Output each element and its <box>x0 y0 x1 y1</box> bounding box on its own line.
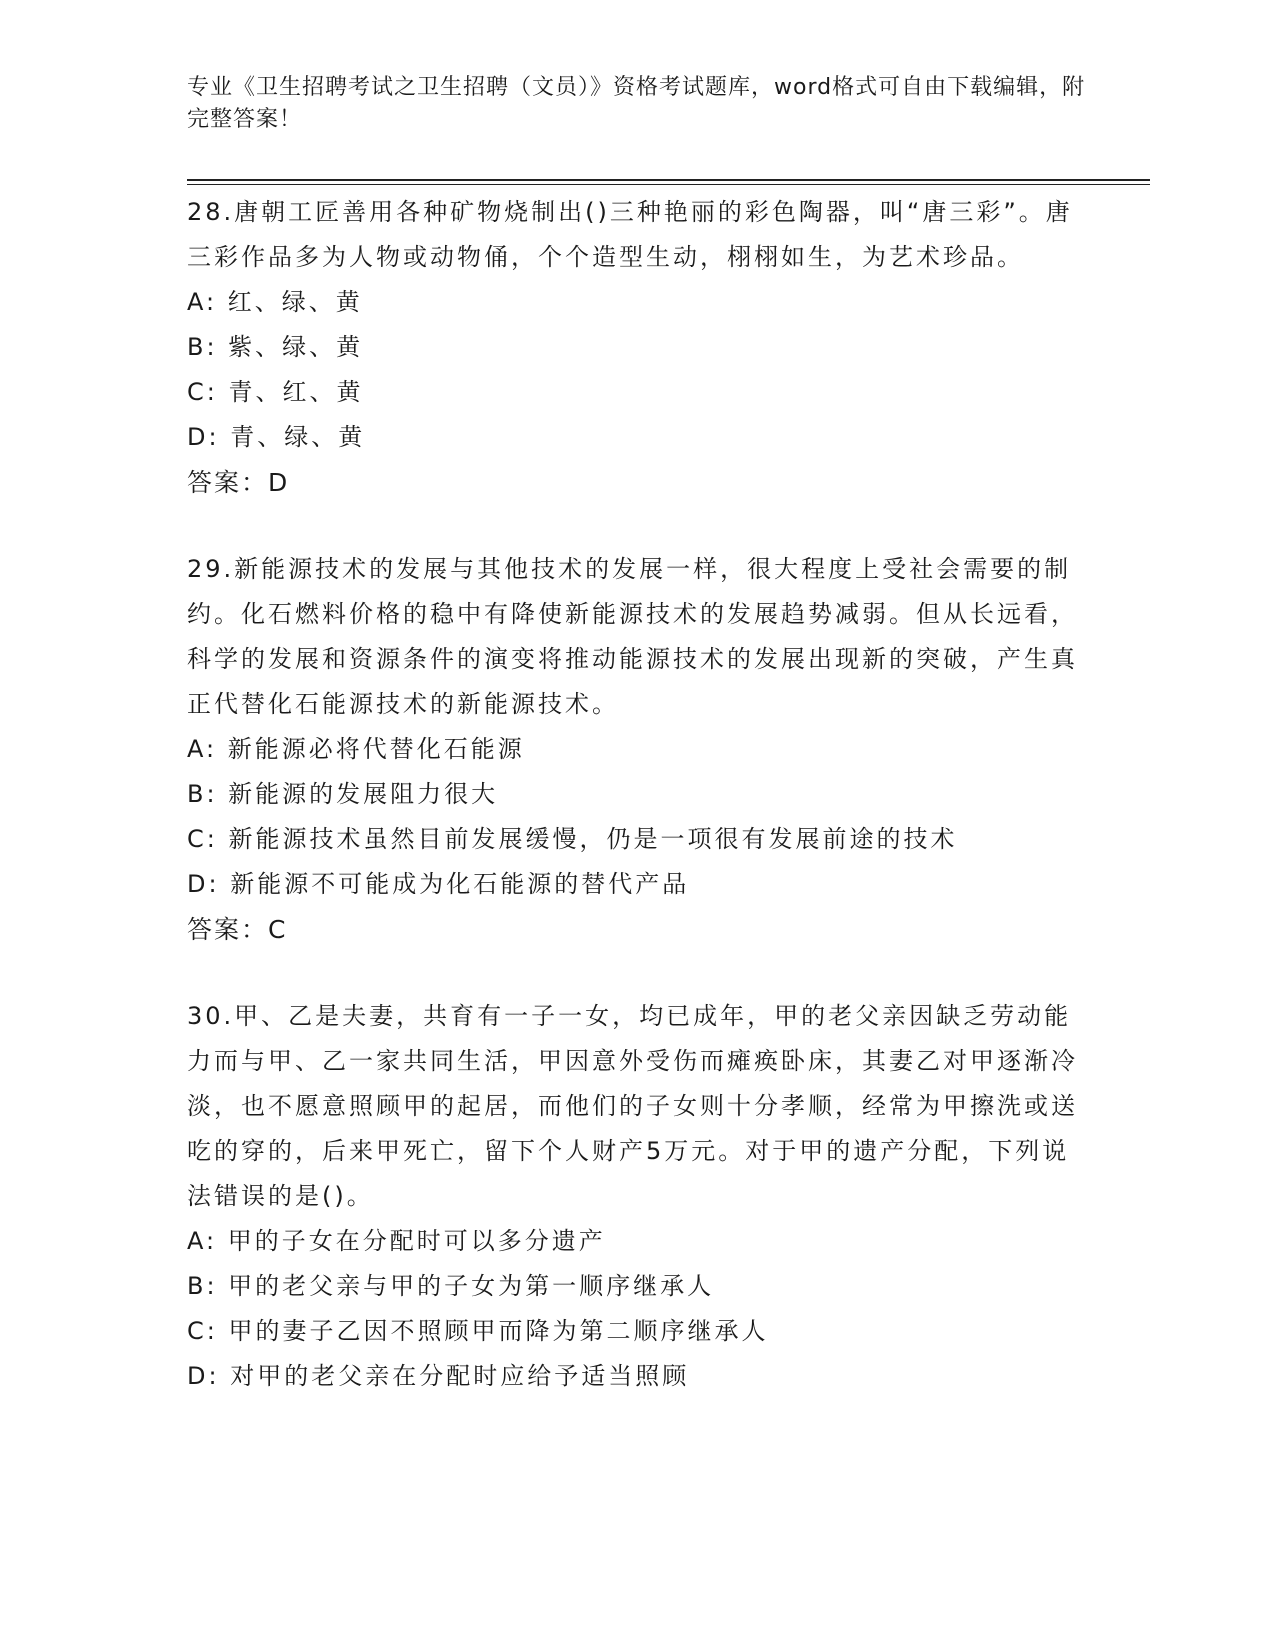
option-a: A: 新能源必将代替化石能源 <box>187 735 525 763</box>
option-b: B: 紫、绿、黄 <box>187 333 364 361</box>
option-c: C: 青、红、黄 <box>187 378 364 406</box>
question-29 <box>187 547 1087 952</box>
question-28 <box>187 190 1087 505</box>
question-stem: 29.新能源技术的发展与其他技术的发展一样，很大程度上受社会需要的制约。化石燃料价格的稳中有降使新能源技术的发展趋势减弱。但从长远看，科学的发展和资源条件的演变将推动能源技术的发展出现新的突破，产生真正代替化石能源技术的新能源技术。 <box>187 555 1078 718</box>
header-divider <box>187 179 1150 181</box>
option-list <box>187 1219 1087 1399</box>
option-c: C: 新能源技术虽然目前发展缓慢，仍是一项很有发展前途的技术 <box>187 825 958 853</box>
question-list <box>187 190 1087 1441</box>
option-b: B: 甲的老父亲与甲的子女为第一顺序继承人 <box>187 1272 715 1300</box>
option-a: A: 红、绿、黄 <box>187 288 363 316</box>
header-divider-thin <box>187 184 1150 185</box>
question-30 <box>187 994 1087 1399</box>
document-intro: 专业《卫生招聘考试之卫生招聘（文员）》资格考试题库，word格式可自由下载编辑，附完整答案！ <box>187 75 1086 132</box>
answer: 答案：D <box>187 468 290 497</box>
option-d: D: 新能源不可能成为化石能源的替代产品 <box>187 870 690 898</box>
option-d: D: 对甲的老父亲在分配时应给予适当照顾 <box>187 1362 690 1390</box>
option-list <box>187 280 1087 460</box>
option-c: C: 甲的妻子乙因不照顾甲而降为第二顺序继承人 <box>187 1317 769 1345</box>
answer: 答案：C <box>187 915 288 944</box>
option-d: D: 青、绿、黄 <box>187 423 366 451</box>
option-b: B: 新能源的发展阻力很大 <box>187 780 499 808</box>
question-stem: 28.唐朝工匠善用各种矿物烧制出()三种艳丽的彩色陶器，叫“唐三彩”。唐三彩作品多为人物或动物俑，个个造型生动，栩栩如生，为艺术珍品。 <box>187 198 1073 271</box>
option-a: A: 甲的子女在分配时可以多分遗产 <box>187 1227 606 1255</box>
option-list <box>187 727 1087 907</box>
question-stem: 30.甲、乙是夫妻，共育有一子一女，均已成年，甲的老父亲因缺乏劳动能力而与甲、乙一家共同生活，甲因意外受伤而瘫痪卧床，其妻乙对甲逐渐冷淡，也不愿意照顾甲的起居，而他们的子女则十分孝顺，经常为甲擦洗或送吃的穿的，后来甲死亡，留下个人财产5万元。对于甲的遗产分配，下列说法错误的是()。 <box>187 1002 1078 1210</box>
